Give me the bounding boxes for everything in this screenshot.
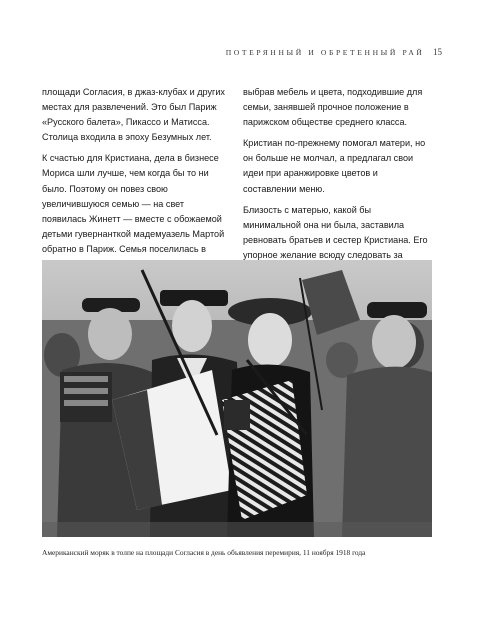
paragraph: Близость с матерью, какой бы минимальной она ни была, заставила ревновать братьев и сестер Кристиана. Его упорное желание всюду следовать за	[243, 204, 428, 260]
paragraph: выбрав мебель и цвета, подходившие для семьи, занявшей прочное положение в парижском обществе среднего класса.	[243, 87, 423, 128]
archival-photo	[42, 260, 432, 537]
photo-caption: Американский моряк в толпе на площади Согласия в день объявления перемирия, 11 ноября 1918 года	[42, 548, 366, 557]
paragraph: Кристиан по-прежнему помогал матери, но он больше не молчал, а предлагал свои идеи при аранжировке цветов и составлении меню.	[243, 138, 426, 194]
paragraph: К счастью для Кристиана, дела в бизнесе Мориса шли лучше, чем когда бы то ни было. Поэтому он повез свою увеличившуюся семью — на свет появилась Жинетт — вместе с обожаемой детьми гувернанткой мадемуазель Мартой обратно в Париж. Семья поселилась в	[42, 153, 225, 254]
paragraph: площади Согласия, в джаз-клубах и других местах для развлечений. Это был Париж «Русского балета», Пикассо и Матисса. Столица входила в эпоху Безумных лет.	[42, 87, 225, 143]
running-title: ПОТЕРЯННЫЙ И ОБРЕТЕННЫЙ РАЙ	[225, 48, 425, 57]
page-number: 15	[433, 47, 442, 57]
running-head	[226, 47, 442, 57]
